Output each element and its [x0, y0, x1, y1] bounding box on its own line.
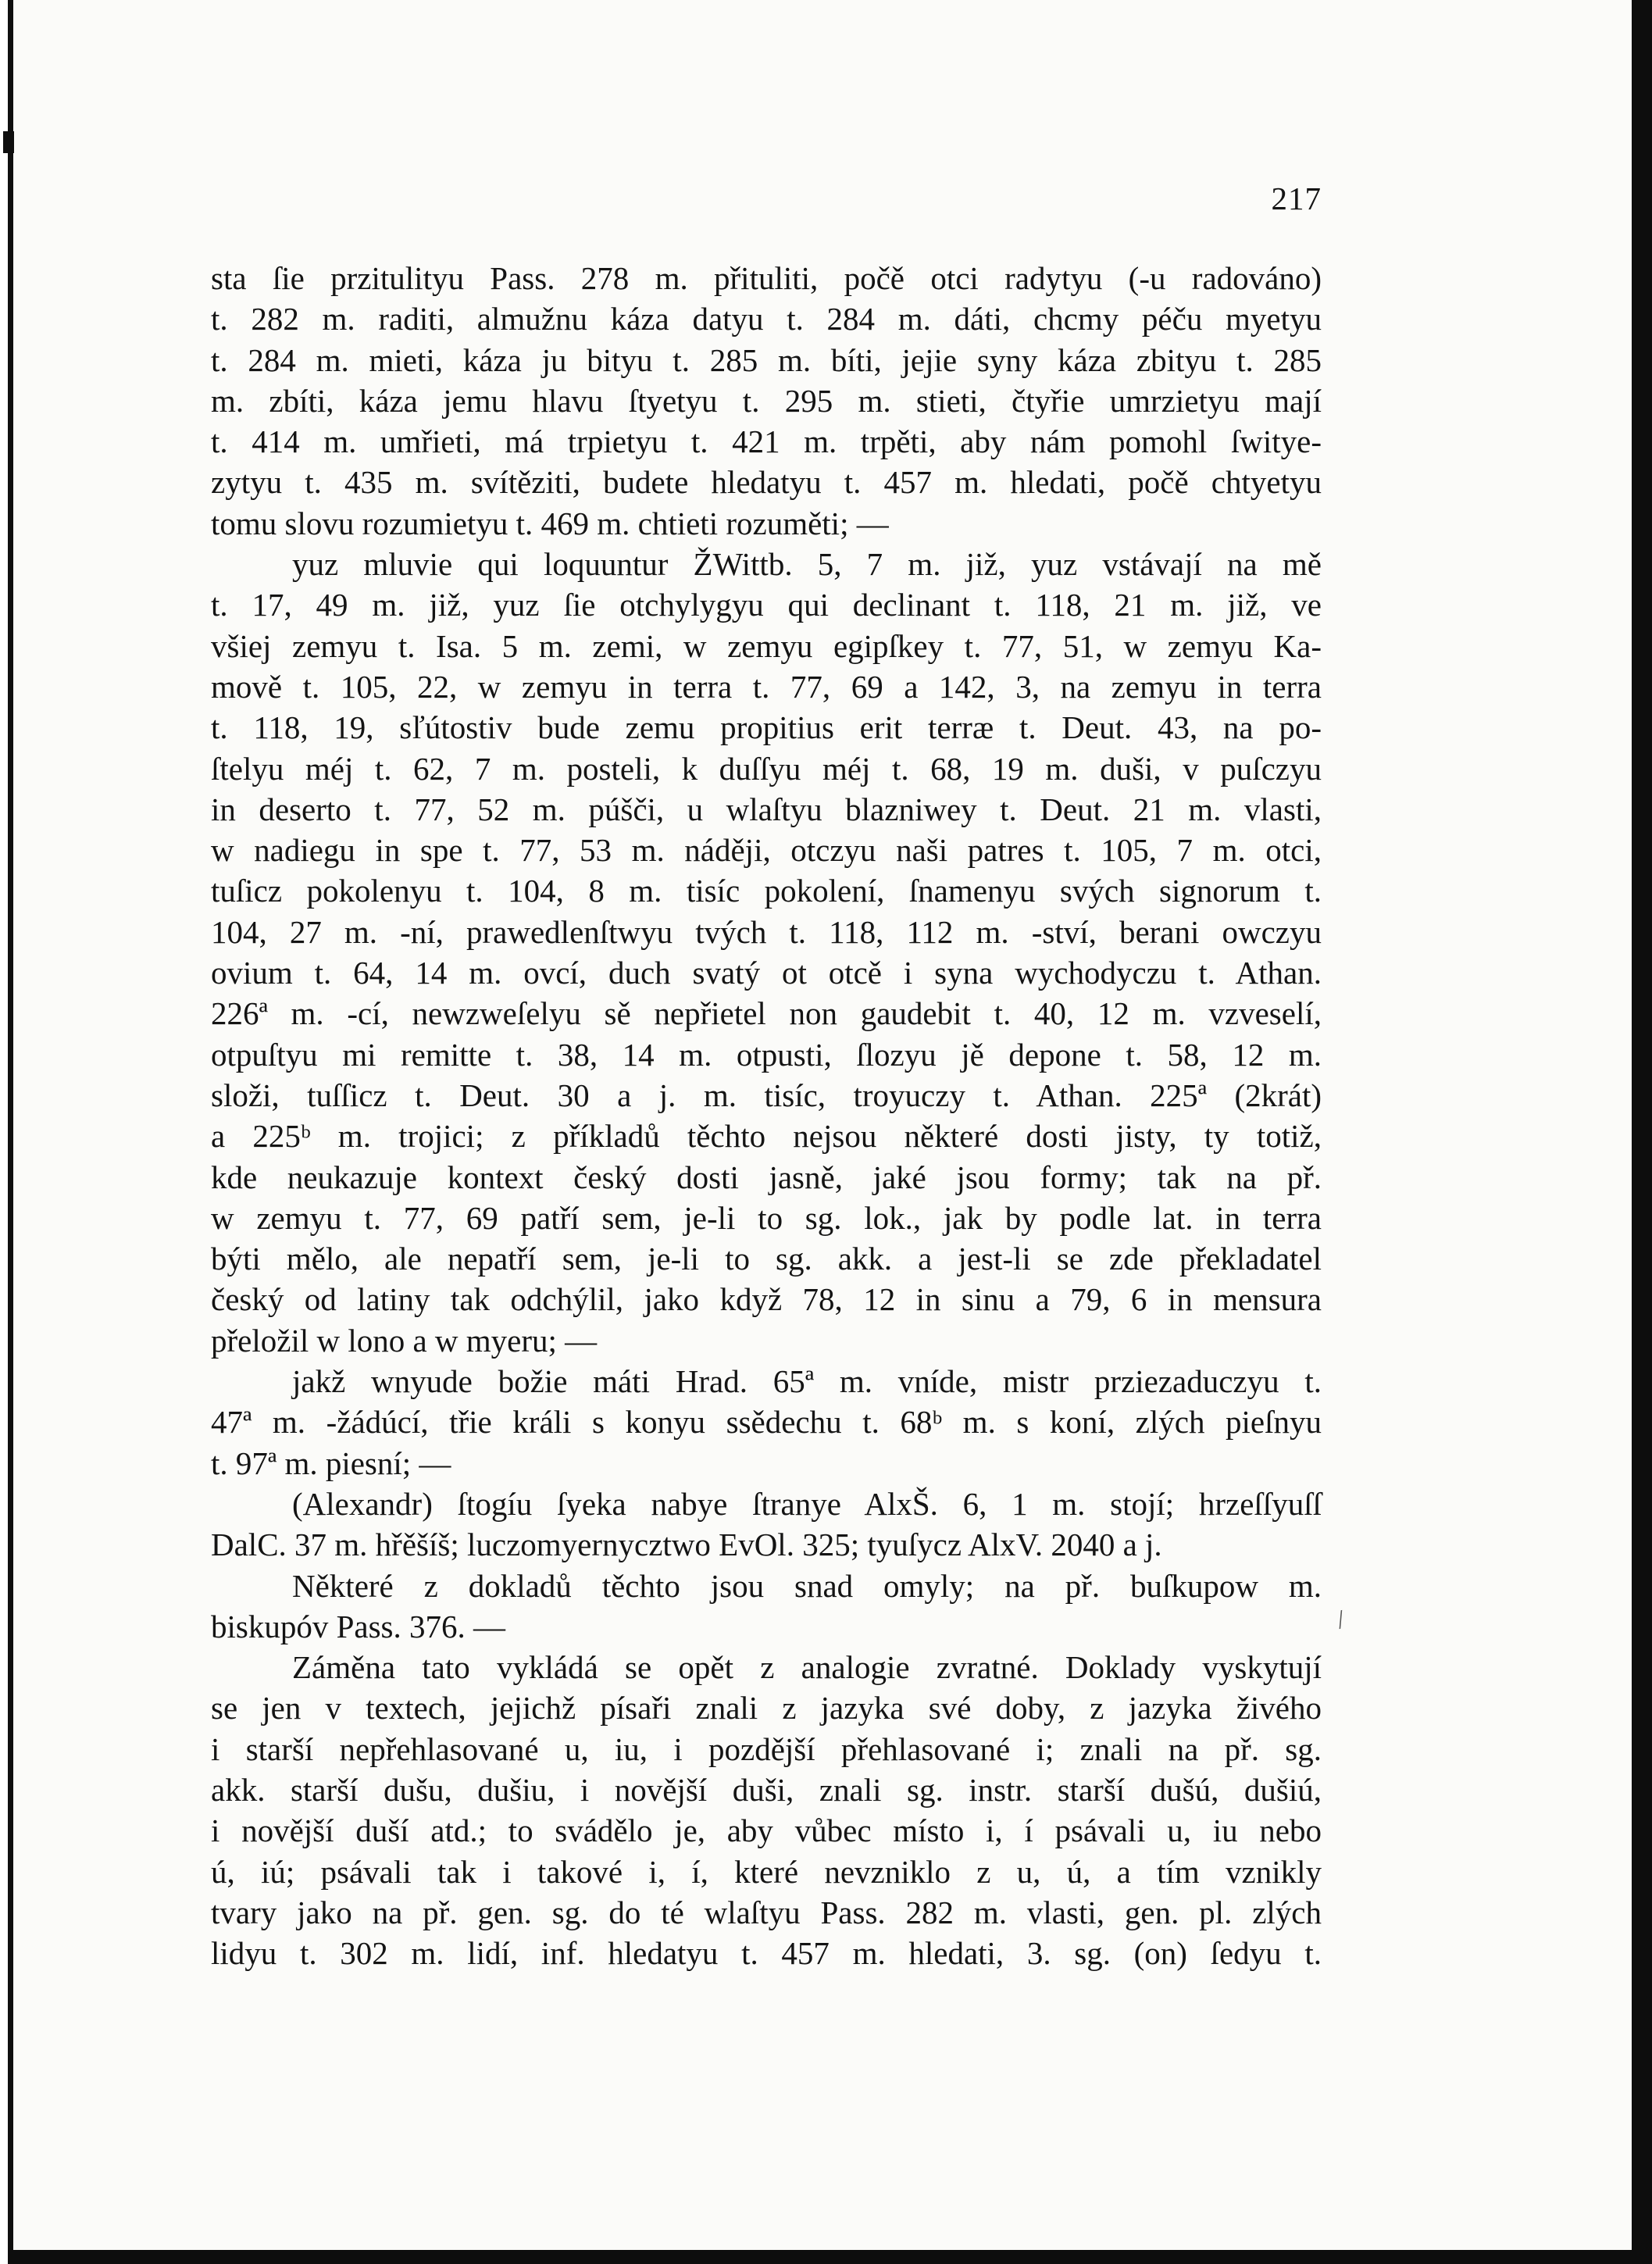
text-line: in deserto t. 77, 52 m. púšči, u wlaſtyu blazniwey t. Deut. 21 m. vlasti, — [211, 791, 1322, 827]
text-line: tuſicz pokolenyu t. 104, 8 m. tisíc pokolení, ſnamenyu svých signorum t. — [211, 873, 1322, 909]
text-line: akk. starší dušu, dušiu, i novější duši, znali sg. instr. starší dušú, dušiú, — [211, 1771, 1322, 1808]
text-line: 104, 27 m. -ní, prawedlenſtwyu tvých t. 118, 112 m. -ství, berani owczyu — [211, 913, 1322, 950]
scan-bottom-edge — [8, 2250, 1652, 2264]
text-line: (Alexandr) ſtogíu ſyeka nabye ſtranye AlxŠ. 6, 1 m. stojí; hrzeſſyuſſ — [292, 1485, 1322, 1522]
text-line: i starší nepřehlasované u, iu, i pozdější přehlasované i; znali na př. sg. — [211, 1730, 1322, 1767]
text-line: tvary jako na př. gen. sg. do té wlaſtyu Pass. 282 m. vlasti, gen. pl. zlých — [211, 1894, 1322, 1930]
scan-right-edge — [1632, 0, 1652, 2264]
text-line: lidyu t. 302 m. lidí, inf. hledatyu t. 457 m. hledati, 3. sg. (on) ſedyu t. — [211, 1935, 1322, 1972]
body-text — [211, 258, 1322, 1973]
text-line: biskupóv Pass. 376. — — [211, 1608, 506, 1644]
text-line: yuz mluvie qui loquuntur ŽWittb. 5, 7 m. již, yuz vstávají na mě — [292, 546, 1322, 583]
text-line: t. 97ª m. piesní; — — [211, 1444, 451, 1481]
text-line: sta ſie przitulityu Pass. 278 m. přituliti, počě otci radytyu (-u radováno) — [211, 260, 1322, 296]
text-line: Některé z dokladů těchto jsou snad omyly; na př. buſkupow m. — [292, 1567, 1322, 1604]
text-line: t. 118, 19, sľútostiv bude zemu propitius erit terræ t. Deut. 43, na po- — [211, 709, 1322, 746]
text-line: 226ª m. -cí, newzweſelyu sě nepřietel non gaudebit t. 40, 12 m. vzveselí, — [211, 995, 1322, 1032]
text-line: ſtelyu méj t. 62, 7 m. posteli, k duſſyu méj t. 68, 19 m. duši, v puſczyu — [211, 750, 1322, 787]
text-line: složi, tuſſicz t. Deut. 30 a j. m. tisíc, troyuczy t. Athan. 225ª (2krát) — [211, 1077, 1322, 1113]
text-line: m. zbíti, káza jemu hlavu ſtyetyu t. 295 m. stieti, čtyřie umrzietyu mají — [211, 382, 1322, 419]
margin-pencil-mark: / — [1333, 1605, 1348, 1635]
text-line: t. 17, 49 m. již, yuz ſie otchylygyu qui declinant t. 118, 21 m. již, ve — [211, 587, 1322, 623]
text-line: otpuſtyu mi remitte t. 38, 14 m. otpusti, ſlozyu jě depone t. 58, 12 m. — [211, 1036, 1322, 1073]
scan-left-edge — [8, 0, 13, 2250]
text-line: český od latiny tak odchýlil, jako když 78, 12 in sinu a 79, 6 in mensura — [211, 1281, 1322, 1318]
text-line: t. 284 m. mieti, káza ju bityu t. 285 m. bíti, jejie syny káza zbityu t. 285 — [211, 341, 1322, 378]
text-line: a 225ᵇ m. trojici; z příkladů těchto nejsou některé dosti jisty, ty totiž, — [211, 1118, 1322, 1155]
text-line: i novější duší atd.; to svádělo je, aby vůbec místo i, í psávali u, iu nebo — [211, 1812, 1322, 1849]
text-line: t. 282 m. raditi, almužnu káza datyu t. 284 m. dáti, chcmy péču myetyu — [211, 301, 1322, 337]
text-line: DalC. 37 m. hřěšíš; luczomyernycztwo EvOl. 325; tyuſycz AlxV. 2040 a j. — [211, 1527, 1162, 1563]
text-line: 47ª m. -žádúcí, třie králi s konyu ssědechu t. 68ᵇ m. s koní, zlých pieſnyu — [211, 1404, 1322, 1441]
text-line: w nadiegu in spe t. 77, 53 m. náději, otczyu naši patres t. 105, 7 m. otci, — [211, 832, 1322, 869]
text-line: všiej zemyu t. Isa. 5 m. zemi, w zemyu egipſkey t. 77, 51, w zemyu Ka- — [211, 627, 1322, 664]
text-line: kde neukazuje kontext český dosti jasně, jaké jsou formy; tak na př. — [211, 1159, 1322, 1195]
text-line: mově t. 105, 22, w zemyu in terra t. 77, 69 a 142, 3, na zemyu in terra — [211, 668, 1322, 705]
text-line: tomu slovu rozumietyu t. 469 m. chtieti rozuměti; — — [211, 505, 889, 541]
text-line: býti mělo, ale nepatří sem, je-li to sg. akk. a jest-li se zde překladatel — [211, 1241, 1322, 1277]
text-line: ovium t. 64, 14 m. ovcí, duch svatý ot otcě i syna wychodyczu t. Athan. — [211, 955, 1322, 991]
page-number: 217 — [1271, 180, 1322, 216]
text-line: ú, iú; psávali tak i takové i, í, které nevzniklo z u, ú, a tím vznikly — [211, 1853, 1322, 1890]
text-line: se jen v textech, jejichž písaři znali z jazyka své doby, z jazyka živého — [211, 1690, 1322, 1727]
text-line: zytyu t. 435 m. svítěziti, budete hledatyu t. 457 m. hledati, počě chtyetyu — [211, 464, 1322, 501]
text-line: t. 414 m. umřieti, má trpietyu t. 421 m. trpěti, aby nám pomohl ſwitye- — [211, 423, 1322, 460]
text-line: přeložil w lono a w myeru; — — [211, 1322, 598, 1359]
text-line: w zemyu t. 77, 69 patří sem, je-li to sg. lok., jak by podle lat. in terra — [211, 1199, 1322, 1236]
text-line: jakž wnyude božie máti Hrad. 65ª m. vníde, mistr prziezaduczyu t. — [292, 1363, 1322, 1400]
binding-mark — [3, 131, 14, 153]
text-line: Záměna tato vykládá se opět z analogie zvratné. Doklady vyskytují — [292, 1649, 1322, 1686]
